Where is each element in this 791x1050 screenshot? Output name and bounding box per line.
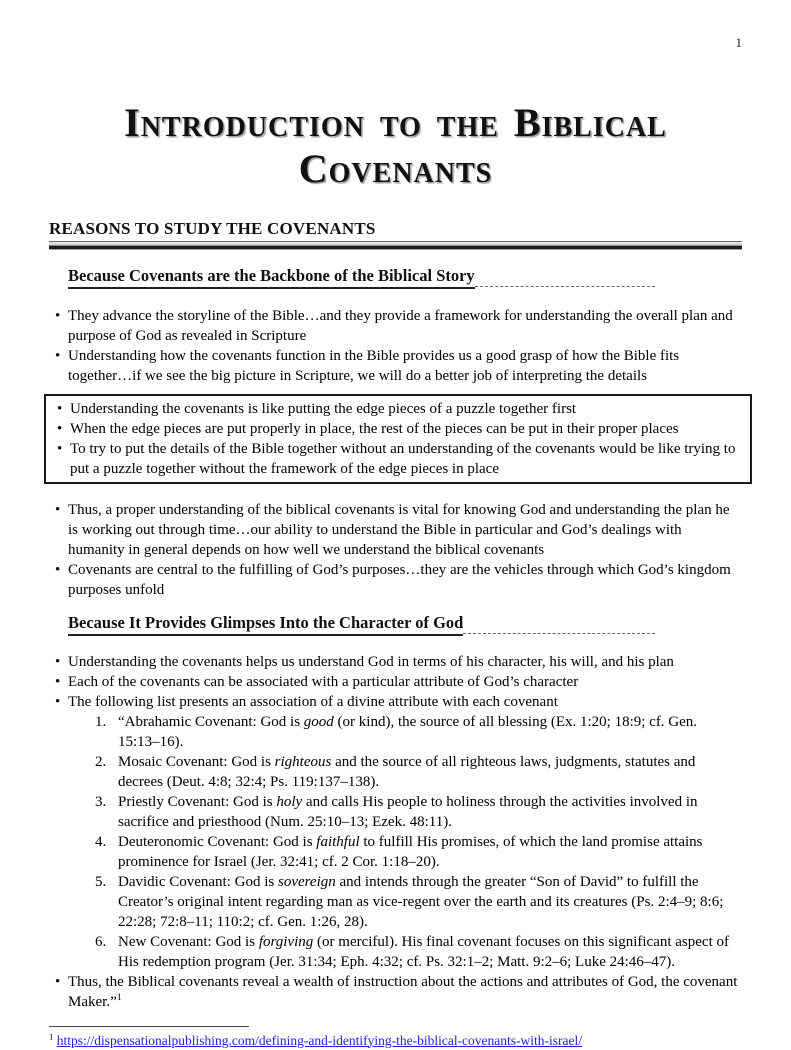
list-item [95, 752, 742, 792]
list-item-text: Understanding the covenants is like putting the edge pieces of a puzzle together first [70, 400, 577, 417]
document-title [49, 100, 742, 192]
list-item-text: The following list presents an association of a divine attribute with each covenant [68, 693, 558, 710]
list-item [95, 832, 742, 872]
bullet-marker: • [55, 973, 61, 990]
list-item [95, 792, 742, 832]
list-item-text: Each of the covenants can be associated with a particular attribute of God’s character [68, 673, 579, 690]
list-item [51, 399, 747, 419]
list-item-text: Understanding how the covenants function in the Bible provides us a good grasp of how the Bible fits together…if we see the big picture in Scripture, we will do a better job of interpreting the details [68, 347, 680, 384]
bullet-list-closing [49, 972, 742, 1012]
list-number-marker: 4. [95, 833, 107, 850]
numbered-list-covenant-attributes [95, 712, 742, 972]
list-item [95, 932, 742, 972]
list-item-text: Covenants are central to the fulfilling of God’s purposes…they are the vehicles through which God’s kingdom purposes unfold [68, 561, 731, 598]
bullet-marker: • [57, 420, 63, 437]
list-item-text: Thus, a proper understanding of the biblical covenants is vital for knowing God and understanding the plan he is working out through time…our ability to understand the Bible in particular and God’s dealings with humanity in general depends on how well we understand the biblical covenants [68, 501, 730, 558]
page-number: 1 [735, 35, 742, 50]
bullet-marker: • [55, 673, 61, 690]
list-number-marker: 5. [95, 873, 107, 890]
subheading-backbone [68, 265, 655, 289]
list-item [51, 419, 747, 439]
list-item-text: Priestly Covenant: God is holy and calls His people to holiness through the activities involved in sacrifice and priesthood (Num. 25:10–13; Ezek. 48:11). [118, 793, 698, 830]
list-number-marker: 3. [95, 793, 107, 810]
footnote-link[interactable]: https://dispensationalpublishing.com/defining-and-identifying-the-biblical-covenants-with-israel/ [56, 1032, 583, 1048]
bullet-marker: • [55, 307, 61, 324]
bullet-marker: • [55, 561, 61, 578]
subheading-character-text: Because It Provides Glimpses Into the Character of God [68, 612, 463, 636]
footnote-area [49, 1026, 742, 1050]
list-item [51, 439, 747, 479]
list-number-marker: 1. [95, 713, 107, 730]
puzzle-analogy-box [44, 394, 752, 484]
list-item [49, 692, 742, 712]
bullet-marker: • [57, 400, 63, 417]
document-title-line2: Covenants [298, 145, 493, 191]
bullet-list-backbone [49, 306, 742, 386]
list-item [49, 972, 742, 1012]
document-title-line1: Introduction to the Biblical [124, 99, 667, 145]
list-item-text: To try to put the details of the Bible together without an understanding of the covenants would be like trying to put a puzzle together without the framework of the edge pieces in place [70, 440, 736, 477]
list-item-text: Mosaic Covenant: God is righteous and the source of all righteous laws, judgments, statutes and decrees (Deut. 4:8; 32:4; Ps. 119:137–138). [118, 753, 696, 790]
section-heading-rule [49, 241, 742, 249]
list-item-text: When the edge pieces are put properly in place, the rest of the pieces can be put in their proper places [70, 420, 679, 437]
list-item-text: Davidic Covenant: God is sovereign and intends through the greater “Son of David” to fulfill the Creator’s original intent regarding man as vice-regent over the earth and its creatures (Ps. 2:4–9; 8:6; 22:28; 72:8–11; 110:2; cf. Gen. 1:26, 28). [118, 873, 724, 930]
list-item [49, 672, 742, 692]
bullet-marker: • [55, 347, 61, 364]
bullet-marker: • [57, 440, 63, 457]
list-item [49, 306, 742, 346]
list-item-text: They advance the storyline of the Bible…and they provide a framework for understanding the overall plan and purpose of God as revealed in Scripture [68, 307, 733, 344]
list-item-text: Thus, the Biblical covenants reveal a wealth of instruction about the actions and attributes of God, the covenant Maker.”$^1$ [68, 973, 738, 1010]
bullet-list-puzzle [51, 399, 747, 479]
list-item [49, 560, 742, 600]
list-item [49, 500, 742, 560]
list-item [49, 346, 742, 386]
bullet-marker: • [55, 501, 61, 518]
subheading-underline-tail [463, 633, 655, 634]
footnote-separator [49, 1026, 249, 1027]
subheading-underline-tail [475, 286, 655, 287]
bullet-list-backbone-continued [49, 500, 742, 600]
list-item-text: Understanding the covenants helps us understand God in terms of his character, his will, and his plan [68, 653, 674, 670]
list-item-text: Deuteronomic Covenant: God is faithful to fulfill His promises, of which the land promise attains prominence for Israel (Jer. 32:41; cf. 2 Cor. 1:18–20). [118, 833, 703, 870]
list-item [95, 712, 742, 752]
list-item-text: New Covenant: God is forgiving (or merciful). His final covenant focuses on this significant aspect of His redemption program (Jer. 31:34; Eph. 4:32; cf. Ps. 32:1–2; Matt. 9:2–6; Luke 24:46–47). [118, 933, 729, 970]
bullet-list-character [49, 652, 742, 712]
list-number-marker: 6. [95, 933, 107, 950]
footnote [49, 1032, 742, 1050]
list-number-marker: 2. [95, 753, 107, 770]
subheading-character [68, 612, 655, 636]
list-item-text: “Abrahamic Covenant: God is good (or kind), the source of all blessing (Ex. 1:20; 18:9; cf. Gen. 15:13–16). [118, 713, 698, 750]
list-item [95, 872, 742, 932]
bullet-marker: • [55, 693, 61, 710]
footnote-marker: 1 [49, 1031, 54, 1042]
list-item [49, 652, 742, 672]
section-heading: REASONS TO STUDY THE COVENANTS [49, 218, 376, 238]
bullet-marker: • [55, 653, 61, 670]
subheading-backbone-text: Because Covenants are the Backbone of the Biblical Story [68, 265, 475, 289]
